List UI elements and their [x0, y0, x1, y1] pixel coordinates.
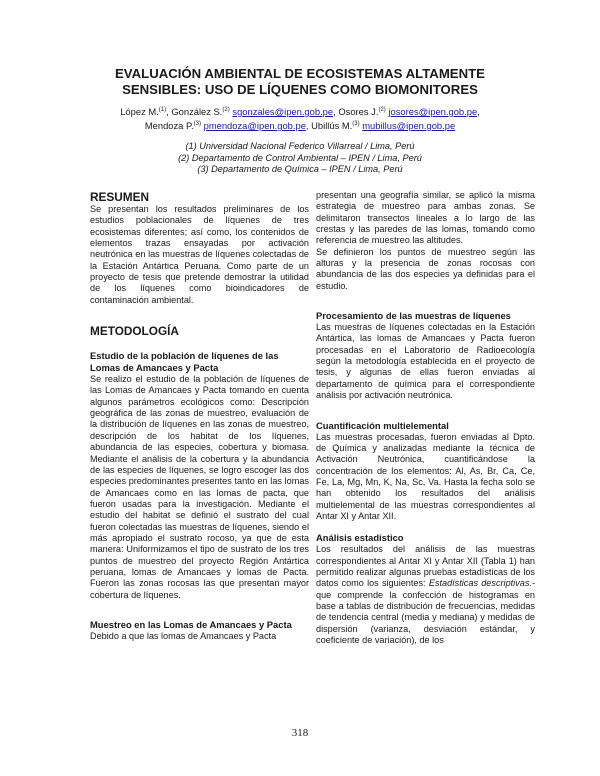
author-email-link[interactable]: sgonzales@ipen.gob.pe	[232, 106, 334, 118]
right-column	[316, 190, 535, 646]
subsection-heading-procesamiento: Procesamiento de las muestras de líquenes	[316, 310, 511, 322]
subsection-heading-cuantificacion: Cuantificación multielemental	[316, 419, 449, 431]
analisis-text-part: Los resultados del análisis de las muestras correspondientes al Antar XI y Antar XII (Tabla 1) han permitido realizar algunas pruebas estadísticas de los datos como los siguientes:	[316, 544, 535, 589]
paragraph-puntos: Se definieron los puntos de muestreo según las alturas y la presencia de zonas rocosas con abundancia de las dos especies ya definidas para el estudio.	[316, 246, 535, 291]
author-email-link[interactable]: mubillus@ipen.gob.pe	[362, 120, 456, 132]
subsection-heading-analisis: Análisis estadístico	[316, 532, 404, 544]
paragraph-analisis	[316, 544, 535, 646]
analisis-text-part: .- que comprende la confección de histogramas en base a tablas de distribución de frecuencias, medidas de tendencia central (media y mediana) y medidas de dispersión (varianza, desviación estándar, y coeficiente de variación), de los	[316, 578, 535, 645]
analisis-italic-term: Estadísticas descriptivas	[428, 578, 530, 589]
author-name: López M.	[120, 106, 159, 118]
paragraph-procesamiento: Las muestras de líquenes colectadas en la Estación Antártica, las lomas de Amancaes y Pacta fueron procesadas en el Laboratorio de Radioecología según la metodología establecida en el proyecto de tesis, y algunas de ellas fueron enviadas al departamento de química para el correspondiente análisis por activación neutrónica.	[316, 322, 535, 401]
abstract-text: Se presentan los resultados preliminares de los estudios poblacionales de líquenes de tres ecosistemas diferentes; así como, los contenidos de elementos trazas ensayadas por activación neutrónica en las muestras de líquenes colectadas de la Estación Antártica Peruana. Como parte de un proyecto de tesis que pretende demostrar la utilidad de los líquenes como bioindicadores de contaminación ambiental.	[90, 204, 309, 305]
subsection-heading-estudio: Estudio de la población de líquenes de las Lomas de Amancaes y Pacta	[90, 350, 279, 374]
affiliation-line: (3) Departamento de Química – IPEN / Lima, Perú	[197, 164, 403, 174]
section-heading-resumen: RESUMEN	[90, 190, 149, 204]
page-number: 318	[291, 727, 309, 739]
paragraph-estudio: Se realizo el estudio de la población de líquenes de las Lomas de Amancaes y Pacta tomando en cuenta algunos parámetros ecológicos como: Descripción geográfica de las zonas de muestreo, evaluación de la distribución de líquenes en las zonas de muestreo, descripción de los habitat de los líquenes, abundancia de las especies, cobertura y biomasa. Mediante el análisis de la cobertura y la abundancia de las especies de líquenes, se logro escoger las dos especies predominantes presentes tanto en las lomas de Amancaes como en las lomas de pacta, que fueron usadas para la investigación. Mediante el estudio del habitat se definió el sustrato del cual fueron colectadas las muestras de líquenes, siendo el más apropiado el sustrato rocoso, ya que de esta manera: Uniformizamos el tipo de sustrato de los tres puntos de muestreo del proyecto Región Antártica peruana, lomas de Amancaes y lomas de Pacta. Fueron las zonas rocosas las que presentan mayor cobertura de líquenes.	[90, 374, 309, 600]
paragraph-muestreo: Debido a que las lomas de Amancaes y Pacta	[90, 630, 277, 641]
author-affiliation-mark: (3)	[352, 121, 360, 128]
author-affiliation-mark: (1)	[158, 107, 167, 113]
author-name: González S.	[171, 106, 223, 118]
section-heading-metodologia: METODOLOGÍA	[90, 324, 179, 339]
left-column	[90, 190, 309, 642]
paragraph-cuantificacion: Las muestras procesadas, fueron enviadas al Dpto. de Química y analizadas mediante la técnica de Activación Neutrónica, cuantificándose la concentración de los elementos: Al, As, Br, Ca, Ce, Fe, La, Mg, Mn, K, Na, Sc, Va. Hasta la fecha solo se han obtenido los resultados del análisis multielemental de las muestras correspondientes al Antar XI y Antar XII.	[316, 431, 535, 521]
author-affiliation-mark: (2)	[222, 107, 230, 113]
affiliation-line: (1) Universidad Nacional Federico Villarreal / Lima, Perú	[185, 141, 415, 151]
affiliations	[110, 141, 490, 176]
author-name: Osores J.	[338, 106, 379, 118]
paper-title: EVALUACIÓN AMBIENTAL DE ECOSISTEMAS ALTAMENTE SENSIBLES: USO DE LÍQUENES COMO BIOMONITORES	[115, 66, 485, 97]
paragraph-continued: presentan una geografía similar, se aplicó la misma estrategia de muestreo para ambas zonas. Se delimitaron transectos lineales a lo largo de las crestas y las paredes de las lomas, tomando como referencia de muestreo las altitudes.	[316, 190, 535, 246]
subsection-heading-muestreo: Muestreo en las Lomas de Amancaes y Pacta	[90, 618, 292, 630]
author-email-link[interactable]: josores@ipen.gob.pe	[388, 106, 478, 118]
affiliation-line: (2) Departamento de Control Ambiental – IPEN / Lima, Perú	[178, 152, 422, 163]
author-affiliation-mark: (3)	[193, 121, 201, 128]
author-name: Mendoza P.	[144, 120, 194, 132]
author-email-link[interactable]: pmendoza@ipen.gob.pe	[203, 120, 306, 132]
author-list: López M.$^{(1)}$, González S.$^{(2)}$ sgonzales@ipen.gob.pe, Osores J.$^{(2)}$ josores@ipen.gob.pe, Mendoza P.$^{(3)}$ pmendoza@ipen.gob.pe, Ubillús M.$^{(3)}$ mubillus@ipen.gob.pe	[120, 106, 480, 132]
author-name: Ubillús M.	[311, 120, 353, 132]
author-affiliation-mark: (2)	[378, 107, 386, 113]
